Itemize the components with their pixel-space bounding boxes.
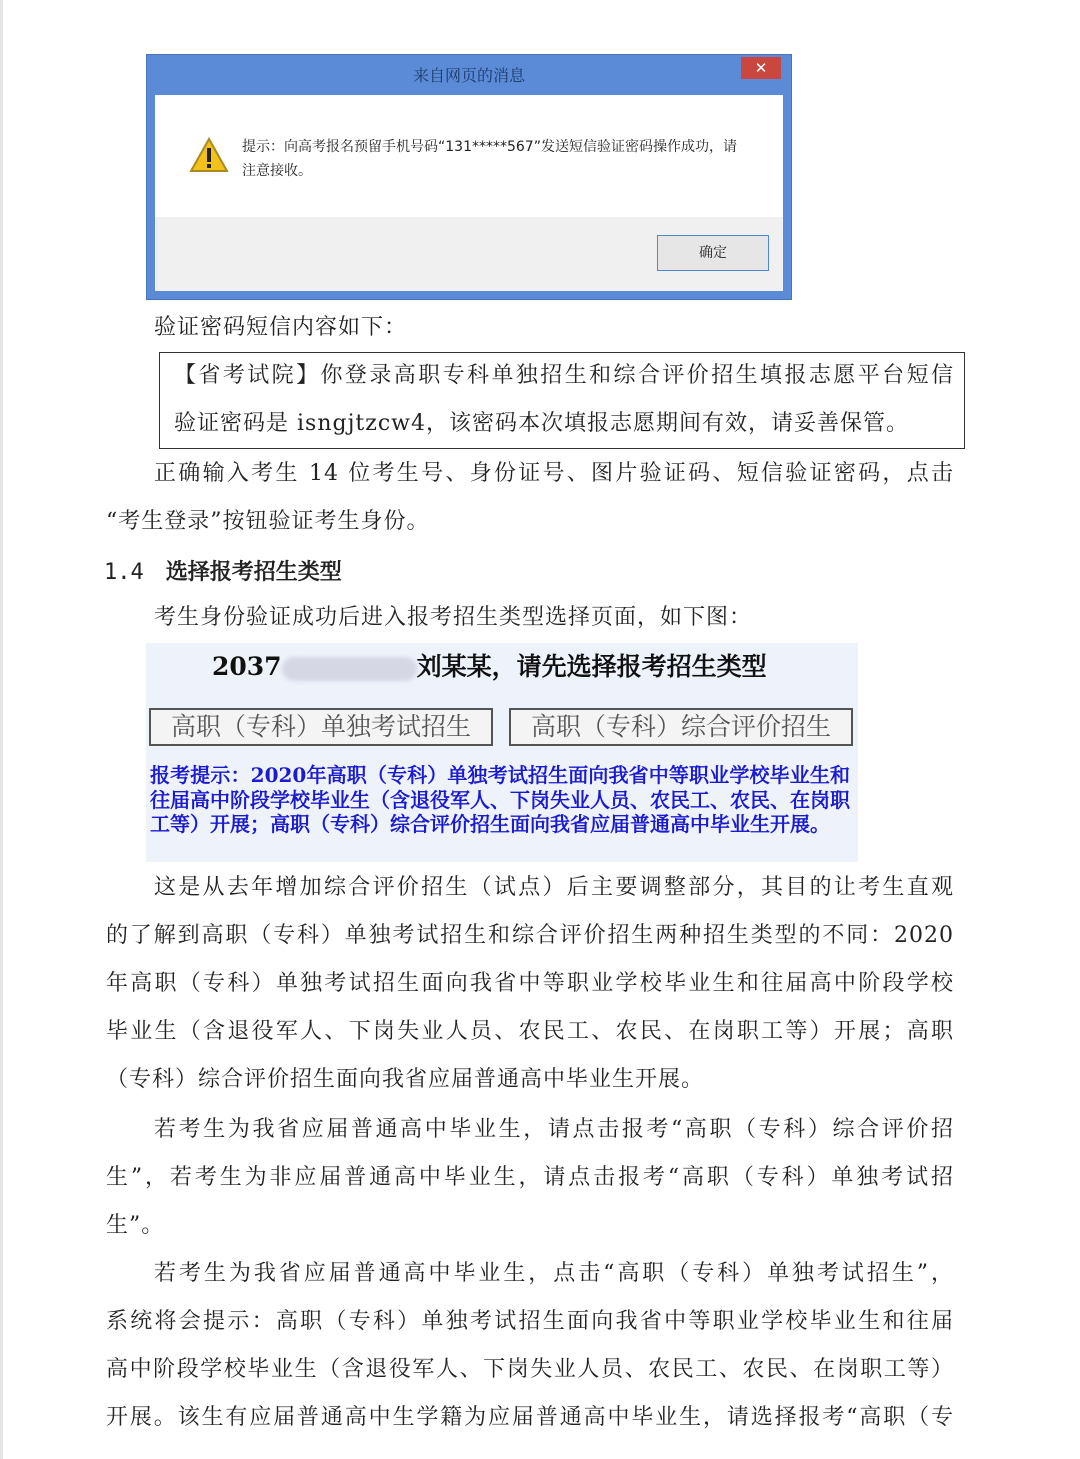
message-dialog bbox=[146, 54, 792, 300]
paragraph-line: 毕业生（含退役军人、下岗失业人员、农民工、农民、在岗职工等）开展；高职 bbox=[106, 1019, 954, 1044]
paragraph-line: 系统将会提示：高职（专科）单独考试招生面向我省中等职业学校毕业生和往届 bbox=[106, 1309, 954, 1334]
dialog-footer bbox=[155, 217, 783, 291]
dialog-message: 提示：向高考报名预留手机号码“131*****567”发送短信验证密码操作成功，请注意接收。 bbox=[242, 139, 737, 179]
student-id-prefix: 2037 bbox=[212, 652, 282, 681]
sms-line: 验证密码是 isngjtzcw4，该密码本次填报志愿期间有效，请妥善保管。 bbox=[174, 411, 909, 436]
sms-content-box bbox=[159, 352, 965, 449]
type-selection-screenshot bbox=[146, 643, 858, 862]
greeting-text: 刘某某，请先选择报考招生类型 bbox=[416, 652, 767, 681]
paragraph-line: 生”，若考生为非应届普通高中毕业生，请点击报考“高职（专科）单独考试招 bbox=[106, 1165, 954, 1190]
paragraph-line: 年高职（专科）单独考试招生面向我省中等职业学校毕业生和往届高中阶段学校 bbox=[106, 971, 954, 996]
close-icon[interactable]: ✕ bbox=[741, 57, 781, 79]
single-exam-button[interactable]: 高职（专科）单独考试招生 bbox=[149, 708, 493, 746]
section-title: 选择报考招生类型 bbox=[165, 559, 342, 585]
paragraph-line: 考生身份验证成功后进入报考招生类型选择页面，如下图： bbox=[154, 605, 753, 630]
dialog-title: 来自网页的消息 bbox=[412, 66, 525, 85]
section-heading bbox=[104, 555, 342, 586]
redacted-id bbox=[282, 657, 417, 681]
paragraph-line: 正确输入考生 14 位考生号、身份证号、图片验证码、短信验证密码，点击 bbox=[154, 461, 954, 486]
paragraph-line: 高中阶段学校毕业生（含退役军人、下岗失业人员、农民工、农民、在岗职工等） bbox=[106, 1357, 954, 1382]
paragraph-line: 的了解到高职（专科）单独考试招生和综合评价招生两种招生类型的不同：2020 bbox=[106, 923, 954, 948]
selection-greeting bbox=[212, 647, 767, 683]
paragraph-line: “考生登录”按钮验证考生身份。 bbox=[106, 509, 430, 534]
section-number: 1.4 bbox=[104, 560, 144, 585]
paragraph-line: 这是从去年增加综合评价招生（试点）后主要调整部分，其目的让考生直观 bbox=[154, 875, 954, 900]
paragraph-line: （专科）综合评价招生面向我省应届普通高中毕业生开展。 bbox=[106, 1067, 705, 1092]
sms-intro: 验证密码短信内容如下： bbox=[154, 315, 408, 340]
sms-line: 【省考试院】你登录高职专科单独招生和综合评价招生填报志愿平台短信 bbox=[174, 363, 954, 388]
dialog-body bbox=[155, 95, 783, 217]
paragraph-line: 若考生为我省应届普通高中毕业生，点击“高职（专科）单独考试招生”， bbox=[154, 1261, 954, 1286]
warning-icon bbox=[189, 137, 229, 173]
page-edge bbox=[0, 0, 3, 1459]
comprehensive-eval-button[interactable]: 高职（专科）综合评价招生 bbox=[509, 708, 853, 746]
paragraph-line: 开展。该生有应届普通高中生学籍为应届普通高中毕业生，请选择报考“高职（专 bbox=[106, 1405, 954, 1430]
ok-button[interactable]: 确定 bbox=[657, 235, 769, 271]
application-hint: 报考提示：2020年高职（专科）单独考试招生面向我省中等职业学校毕业生和往届高中阶段学校毕业生（含退役军人、下岗失业人员、农民工、农民、在岗职工等）开展；高职（专科）综合评价招生面向我省应届普通高中毕业生开展。 bbox=[150, 763, 850, 836]
paragraph-line: 生”。 bbox=[106, 1213, 165, 1238]
paragraph-line: 若考生为我省应届普通高中毕业生，请点击报考“高职（专科）综合评价招 bbox=[154, 1117, 954, 1142]
